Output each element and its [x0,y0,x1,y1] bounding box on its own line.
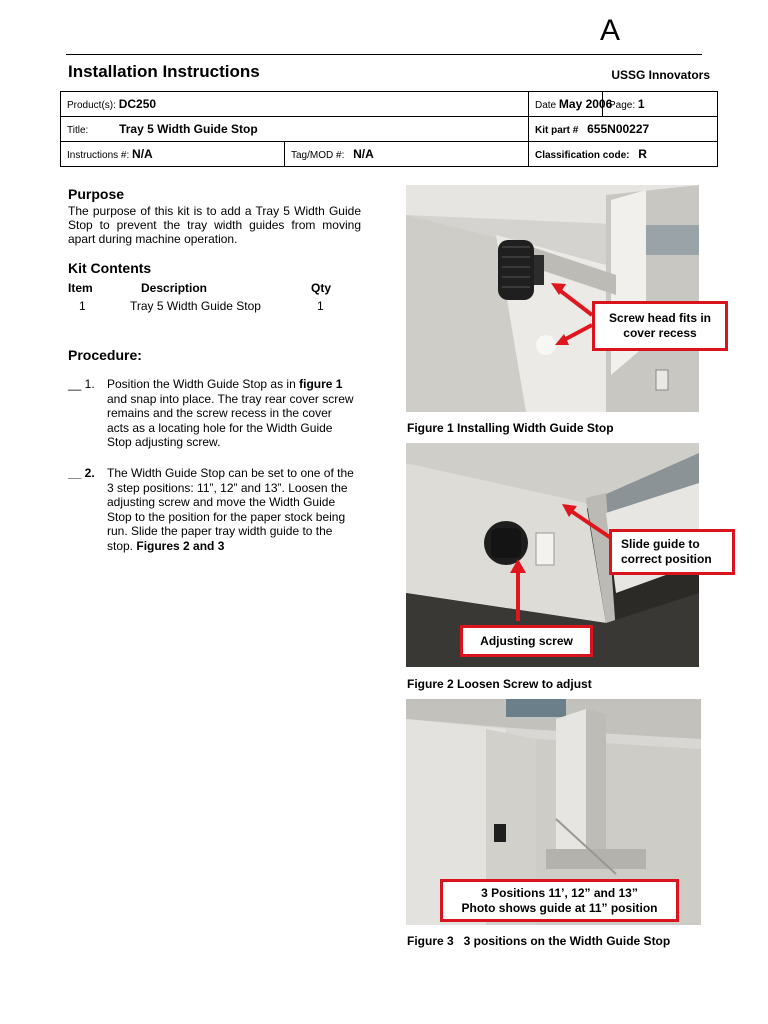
figure-3-callout-line-2: Photo shows guide at 11” position [461,900,658,915]
page-value: 1 [637,97,645,111]
figure-2-photo [406,443,712,667]
kit-contents-heading: Kit Contents [68,260,152,276]
figure-3-caption: Figure 3 3 positions on the Width Guide Stop [407,934,671,948]
step-1-text-b: and snap into place. The tray rear cover screw remains and the screw recess in the cover acts as a locating hole for the Width Guide Stop adjusting screw. [107,391,354,450]
classification-cell [529,142,718,167]
table-row [68,299,331,317]
step-2-text [107,466,357,554]
kit-part-label: Kit part # [535,125,579,136]
step-1-text-a: Position the Width Guide Stop as in [107,377,300,391]
info-row-product [61,92,718,117]
kit-contents-header-row [68,281,331,299]
organization-name: USSG Innovators [611,68,710,82]
instructions-label: Instructions #: [67,150,130,161]
info-row-title [61,117,718,142]
date-label: Date [535,100,557,111]
instructions-value: N/A [132,147,153,161]
products-value: DC250 [118,97,157,111]
tagmod-cell [285,142,529,167]
kit-item-cell: 1 [79,299,86,313]
document-title: Installation Instructions [68,62,260,81]
figure-2-callout-screw-text: Adjusting screw [480,633,573,648]
classification-value: R [638,147,647,161]
kit-qty-cell: 1 [317,299,324,313]
figure-3-callout-line-1: 3 Positions 11’, 12” and 13” [481,885,638,900]
kit-part-cell [529,117,718,142]
kit-col-description: Description [141,281,208,295]
figure-2-callout-slide [609,529,735,575]
step-1-text [107,377,357,450]
purpose-heading: Purpose [68,186,125,202]
title-value: Tray 5 Width Guide Stop [119,122,258,136]
figure-1-photo [406,185,712,412]
kit-col-item: Item [68,281,93,295]
figure-1-caption: Figure 1 Installing Width Guide Stop [407,421,614,435]
step-2-text-bold: Figures 2 and 3 [136,538,225,553]
info-table [60,91,718,167]
figure-3-callout [440,879,679,922]
info-row-instructions [61,142,718,167]
procedure-heading: Procedure: [68,347,142,363]
instructions-cell [61,142,285,167]
page-label: Page: [609,100,636,111]
date-cell [529,92,613,117]
kit-contents-table [68,281,331,317]
step-2-text-a: The Width Guide Stop can be set to one of the 3 step positions: 11”, 12” and 13”. Loosen the adjusting screw and move the Width Guide Stop to the position for the paper stock being run. Slide the paper tray width guide to the stop. [107,466,354,553]
classification-label: Classification code: [535,150,630,161]
products-label: Product(s): [67,100,116,111]
kit-col-qty: Qty [311,281,332,295]
figure-1-callout [592,301,728,351]
step-2-checkbox-mark: __ 2. [68,466,95,480]
date-value: May 2006 [558,97,613,111]
title-label: Title: [67,125,89,136]
step-1-checkbox-mark: __ 1. [68,377,95,391]
revision-letter: A [600,14,621,47]
figure-3-photo [406,699,701,925]
page-cell [603,92,718,117]
figure-3-callout-body [461,886,657,916]
figure-2-caption: Figure 2 Loosen Screw to adjust [407,677,592,691]
step-1-text-bold: figure 1 [299,377,343,391]
products-cell [61,92,529,117]
tagmod-label: Tag/MOD #: [291,150,345,161]
figure-2-callout-screw [460,625,593,657]
title-cell [61,117,529,142]
kit-description-cell: Tray 5 Width Guide Stop [130,299,261,313]
figure-1-callout-text: Screw head fits in cover recess [608,311,712,340]
figure-2-callout-slide-text: Slide guide to correct position [621,537,712,566]
header-rule [66,54,702,55]
tagmod-value: N/A [353,147,374,161]
kit-part-value: 655N00227 [587,122,650,136]
purpose-text: The purpose of this kit is to add a Tray 5 Width Guide Stop to prevent the tray width guides from moving apart during machine operation. [68,204,361,246]
